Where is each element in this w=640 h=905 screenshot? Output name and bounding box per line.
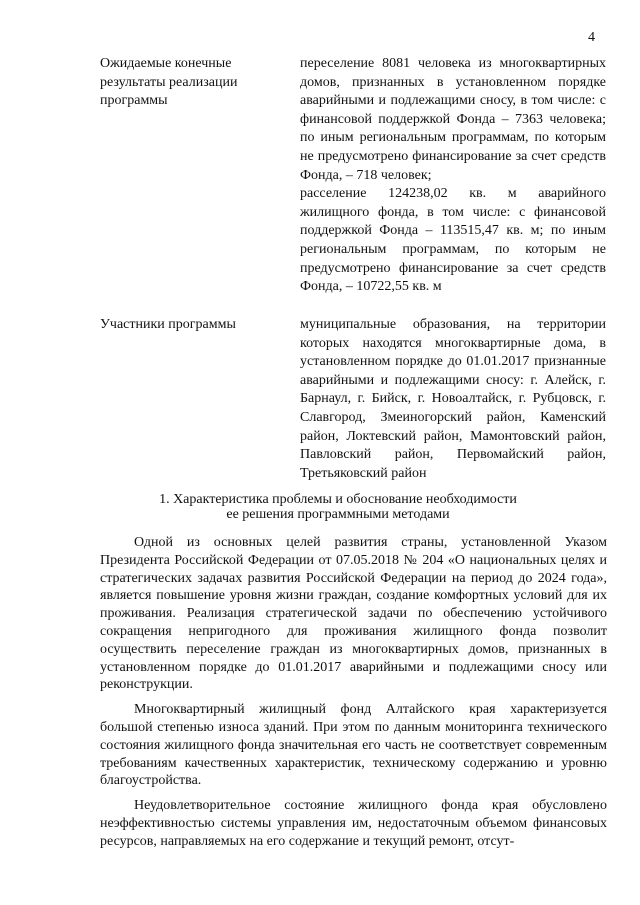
section-body [100,534,607,858]
body-paragraph: Многоквартирный жилищный фонд Алтайского края характеризуется большой степенью износа зданий. При этом по данным мониторинга технического состояния жилищного фонда значительная его часть не соответствует современным требованиям качественных характеристик, техническому содержанию и уровню благоустройства. [100,702,607,789]
section-heading-line: 1. Характеристика проблемы и обоснование необходимости [159,492,517,507]
expected-results-label: Ожидаемые конечные результаты реализации программы [100,56,238,109]
participants-value [300,316,606,483]
expected-results-paragraph: расселение 124238,02 кв. м аварийного жилищного фонда, в том числе: с финансовой поддержкой Фонда – 113515,47 кв. м; по иным региональным программам, по которым не предусмотрено финансирование за счет средств Фонда, – 10722,55 кв. м [300,186,606,295]
body-paragraph: Одной из основных целей развития страны, установленной Указом Президента Российской Федерации от 07.05.2018 № 204 «О национальных целях и стратегических задачах развития Российской Федерации на период до 2024 года», является повышение уровня жизни граждан, создание комфортных условий для их проживания. Реализация стратегической задачи по обеспечению устойчивого сокращения непригодного для проживания жилищного фонда позволит осуществить переселение граждан из многоквартирных домов, признанных в установленном порядке до 01.01.2017 аварийными и подлежащими сносу или реконструкции. [100,535,607,693]
section-heading [100,492,576,522]
expected-results-paragraph: переселение 8081 человека из многоквартирных домов, признанных в установленном порядке аварийными и подлежащими сносу, в том числе: с финансовой поддержкой Фонда – 7363 человека; по иным региональным программам, по которым не предусмотрено финансирование за счет средств Фонда, – 718 человек; [300,56,606,183]
expected-results-value [300,55,606,297]
participants-label: Участники программы [100,317,236,332]
body-paragraph: Неудовлетворительное состояние жилищного фонда края обусловлено неэффективностью системы управления им, недостаточным объемом финансовых ресурсов, направляемых на его содержание и текущий ремонт, отсут- [100,798,607,849]
participants-paragraph: муниципальные образования, на территории которых находятся многоквартирные дома, в установленном порядке до 01.01.2017 признанные аварийными и подлежащими сносу: г. Алейск, г. Барнаул, г. Бийск, г. Новоалтайск, г. Рубцовск, г. Славгород, Змеиногорский район, Каменский район, Локтевский район, Мамонтовский район, Павловский район, Первомайский район, Третьяковский район [300,317,606,481]
section-heading-line: ее решения программными методами [226,507,450,522]
page-number: 4 [588,30,595,45]
